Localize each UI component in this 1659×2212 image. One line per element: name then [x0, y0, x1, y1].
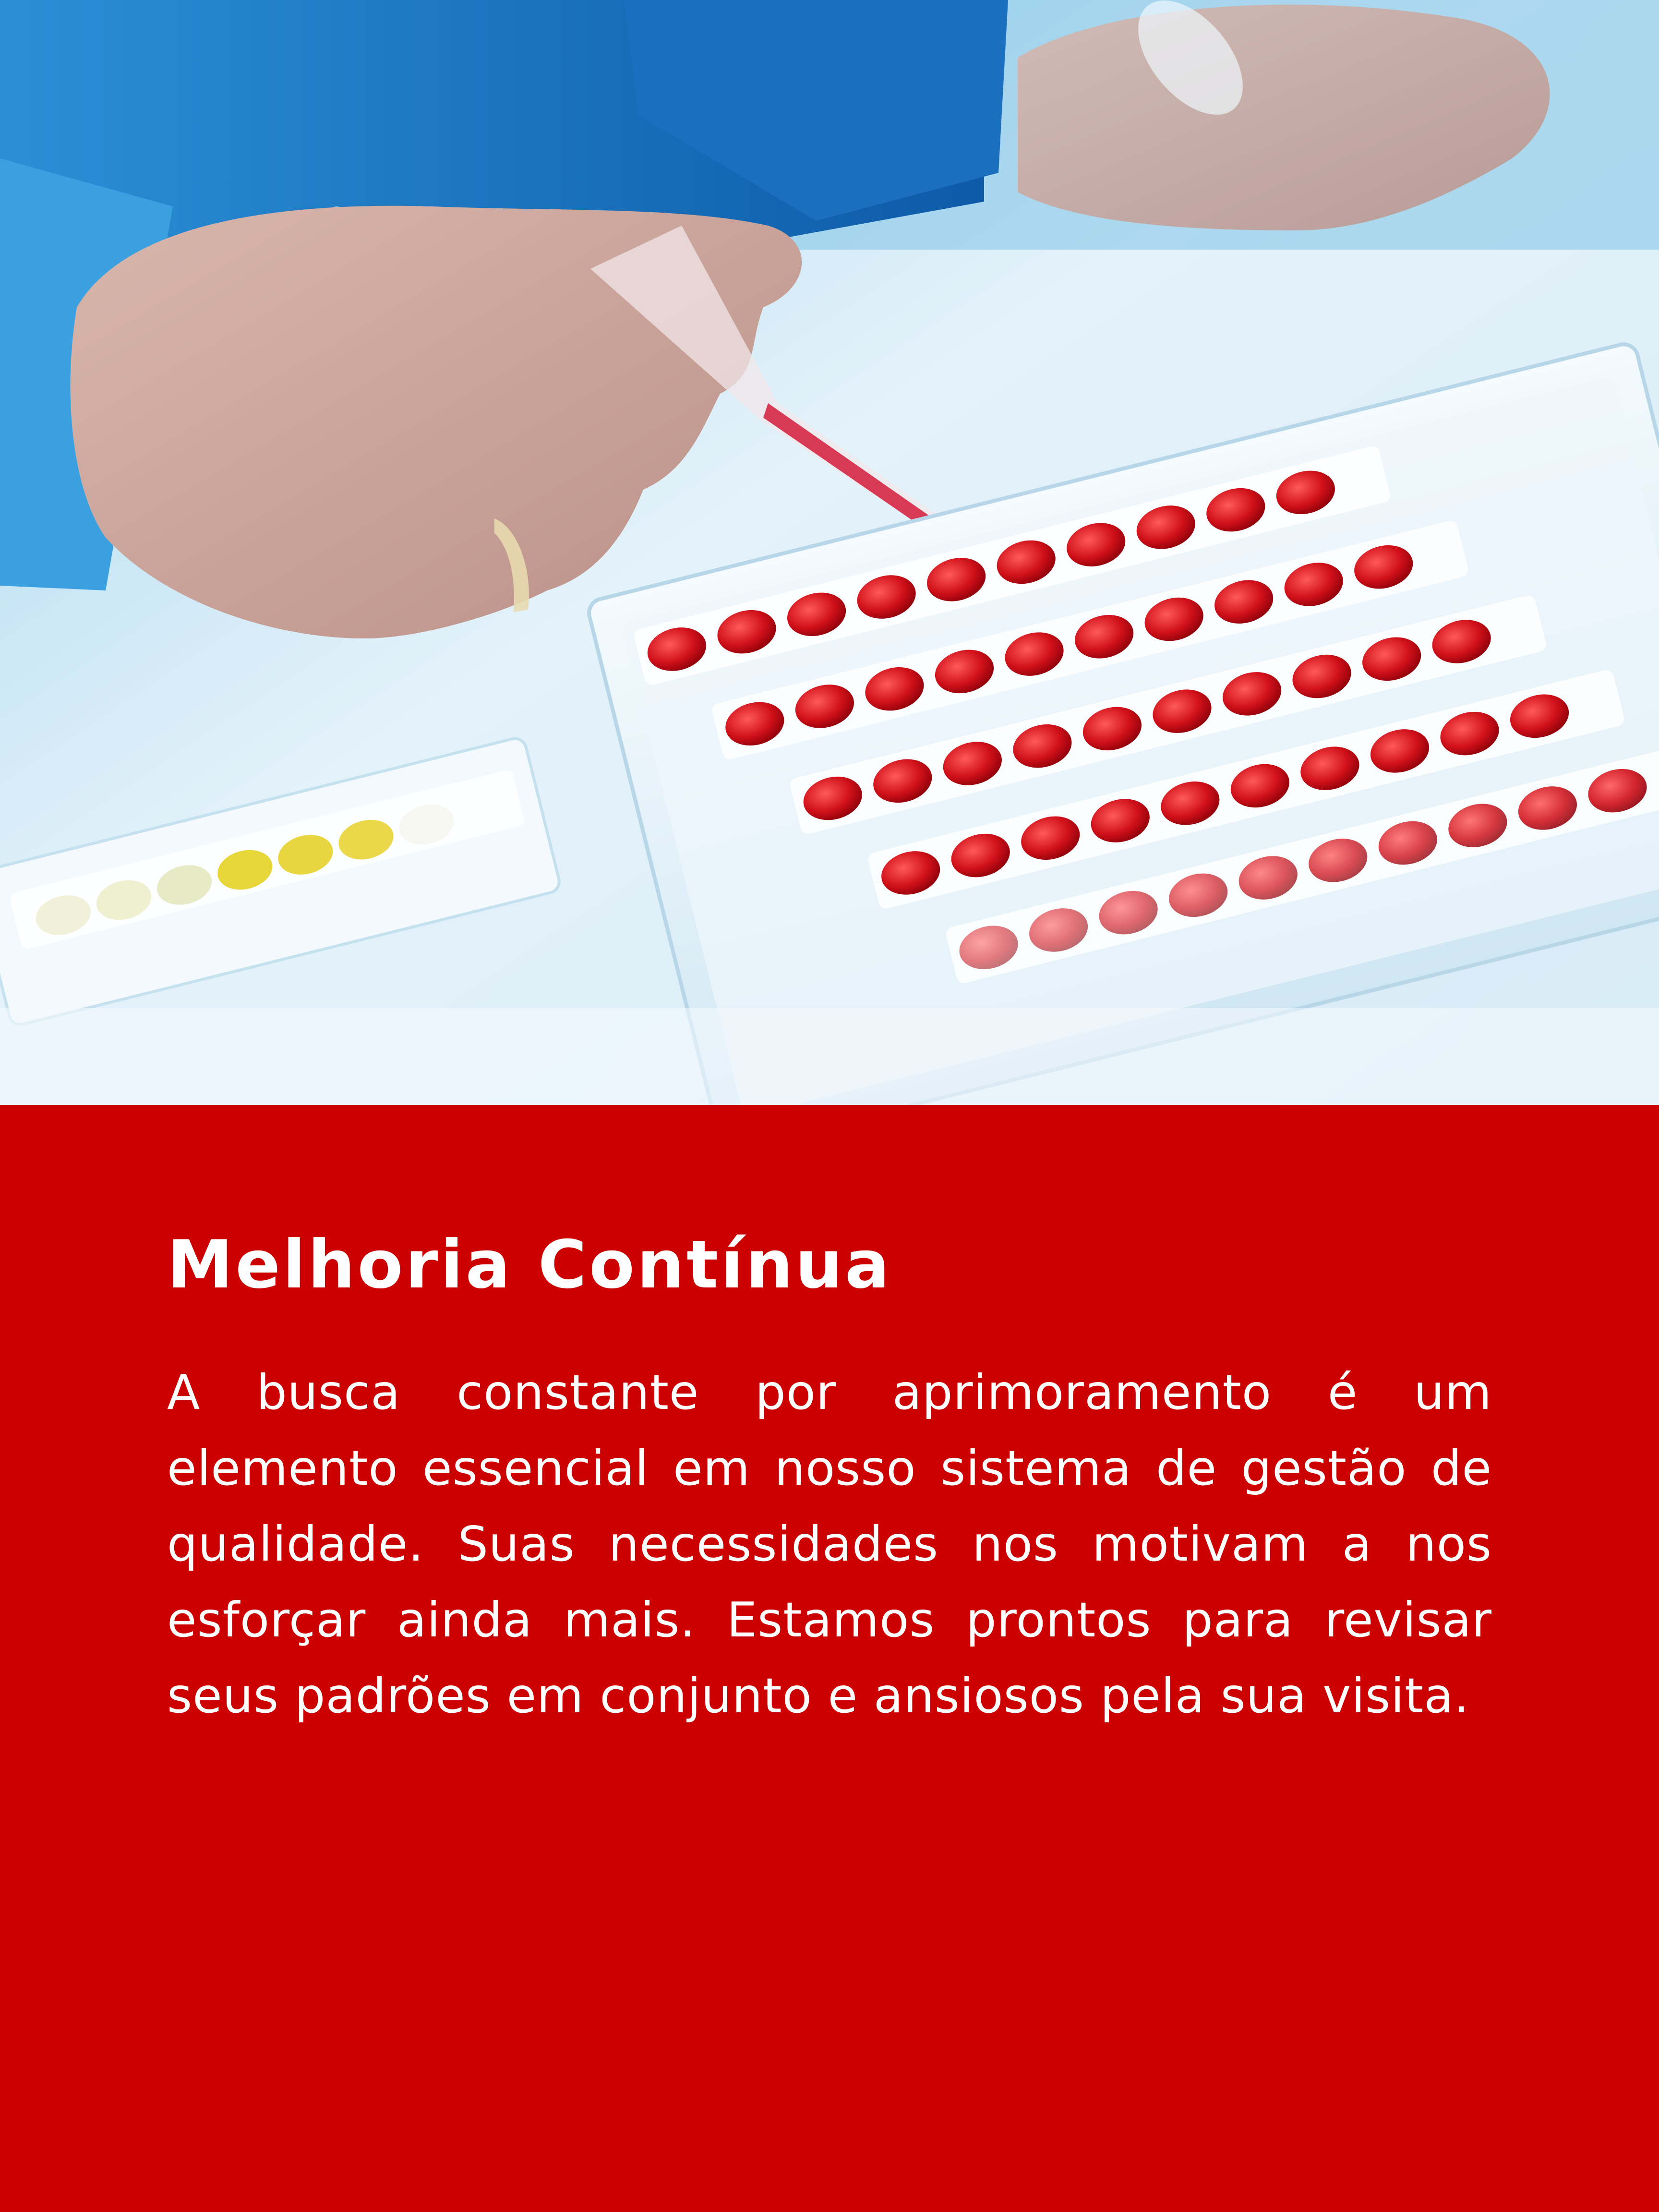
hero-photo: [0, 0, 1659, 1105]
panel-body-text: A busca constante por aprimoramento é um elemento essencial em nosso sistema de gestão de qualidade. Suas necessidades nos motivam a nos esforçar ainda mais. Estamos prontos para revisar seus padrões em conjunto e ansiosos pela sua visita.: [167, 1364, 1492, 1724]
content-panel: [0, 1105, 1659, 2212]
panel-title: Melhoria Contínua: [167, 1226, 892, 1303]
